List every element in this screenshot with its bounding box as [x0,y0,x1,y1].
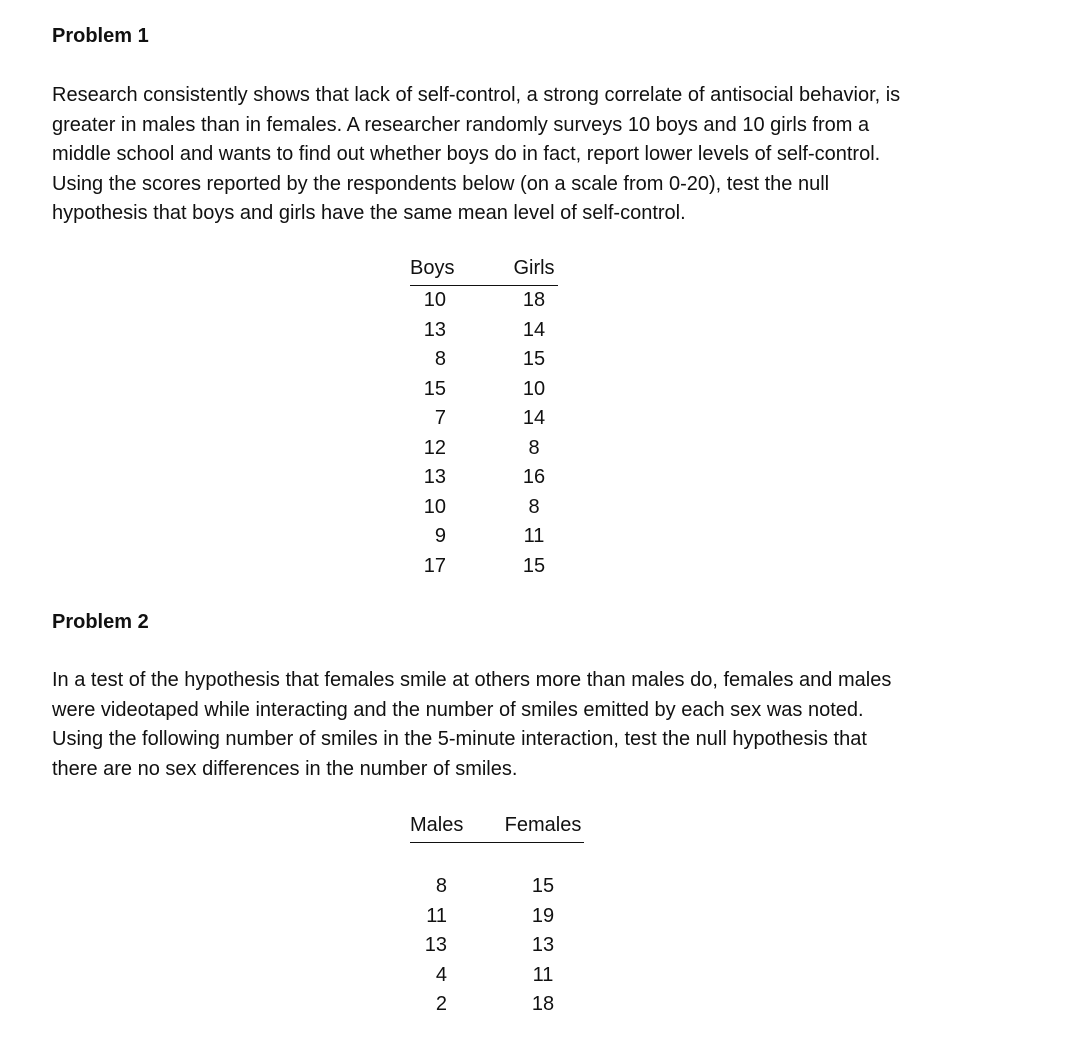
girls-score: 11 [523,525,545,547]
females-smiles: 11 [532,963,554,986]
problem-2-line: Using the following number of smiles in the 5-minute interaction, test the null hypothesis that [52,728,867,750]
table-row [410,404,558,434]
table-row [410,434,558,464]
girls-score: 10 [522,377,546,400]
girls-score: 14 [522,407,546,429]
girls-score: 14 [522,318,546,341]
males-smiles: 2 [435,993,447,1015]
females-smiles: 19 [531,904,555,927]
problem-1-heading: Problem 1 [52,25,149,47]
boys-score: 8 [434,348,446,370]
table-row [410,463,558,493]
females-smiles: 13 [531,934,555,956]
girls-score: 8 [528,495,540,518]
table-spacer-row [410,843,584,873]
boys-score: 10 [423,495,446,518]
table-row [410,931,584,961]
problem-1-description [52,81,1042,229]
table-header-row [410,814,584,843]
boys-score: 7 [434,407,446,429]
table-row [410,961,584,991]
boys-score: 12 [423,436,446,459]
problem-1-line: middle school and wants to find out whether boys do in fact, report lower levels of self-control. [52,143,881,165]
girls-score: 15 [522,348,546,370]
boys-score: 13 [423,318,446,341]
table-row [410,493,558,523]
girls-score: 16 [522,466,546,488]
boys-score: 15 [423,377,446,400]
males-smiles: 8 [435,875,447,897]
males-smiles: 13 [424,934,447,956]
males-smiles: 11 [426,904,447,927]
problem-1-line: hypothesis that boys and girls have the same mean level of self-control. [52,202,686,224]
girls-score: 15 [522,554,546,577]
males-smiles: 4 [435,963,447,986]
problem-2-line: there are no sex differences in the number of smiles. [52,757,518,780]
table-row [410,345,558,375]
females-smiles: 15 [531,875,555,897]
problem-1-line: Research consistently shows that lack of self-control, a strong correlate of antisocial behavior, is [52,84,901,106]
females-smiles: 18 [531,993,555,1015]
problem-2-line: were videotaped while interacting and the number of smiles emitted by each sex was noted. [52,698,864,721]
table-row [410,902,584,932]
table-row [410,316,558,346]
boys-girls-table [410,257,558,581]
boys-column-header: Boys [410,257,510,286]
table-header-row [410,257,558,286]
boys-score: 17 [423,554,446,577]
boys-score: 10 [423,289,446,311]
table-row [410,522,558,552]
males-females-table [410,814,584,1020]
table-row [410,990,584,1020]
problem-2-heading: Problem 2 [52,611,149,633]
boys-score: 9 [434,525,446,547]
problem-1-line: Using the scores reported by the respondents below (on a scale from 0-20), test the null [52,172,830,195]
boys-score: 13 [423,466,446,488]
problem-2-description [52,666,1042,784]
girls-score: 18 [522,289,546,311]
table-row [410,286,558,316]
table-row [410,872,584,902]
girls-column-header: Girls [510,257,558,286]
table-row [410,552,558,582]
males-column-header: Males [410,814,502,843]
females-column-header: Females [502,814,584,843]
girls-score: 8 [528,436,540,459]
problem-2-line: In a test of the hypothesis that females smile at others more than males do, females and males [52,669,892,691]
problem-1-line: greater in males than in females. A researcher randomly surveys 10 boys and 10 girls from a [52,113,870,136]
table-row [410,375,558,405]
